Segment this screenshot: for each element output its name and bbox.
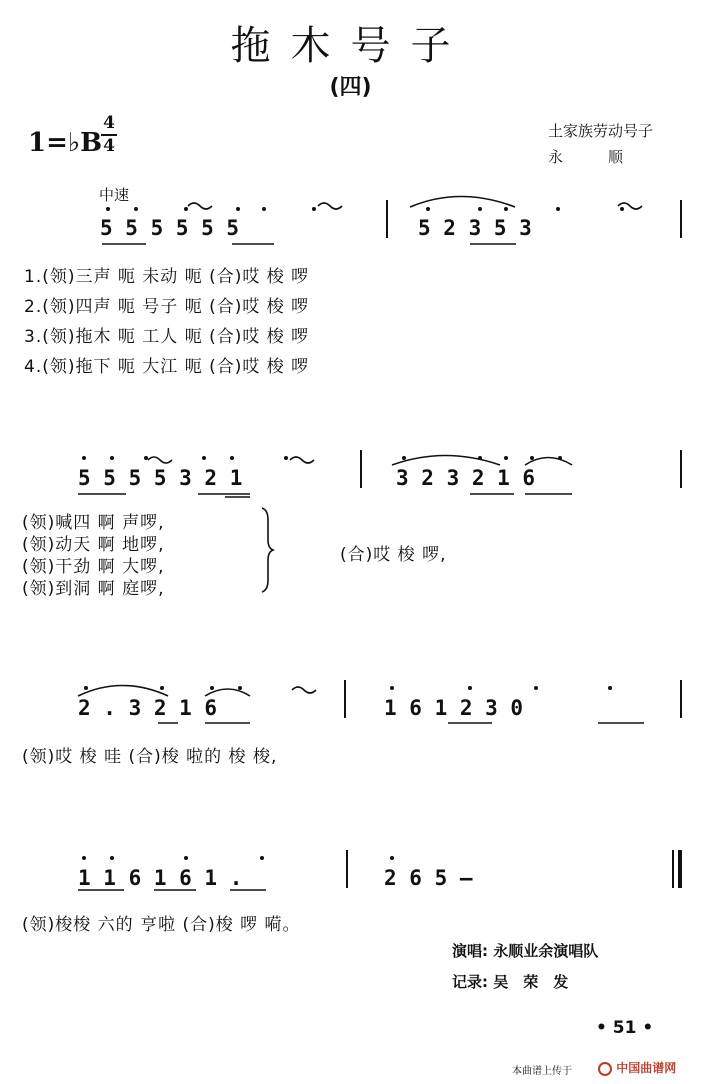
system1-measure2-notes: 5 2 3 5 3 — [418, 216, 532, 240]
region-label: 永 顺 — [548, 148, 624, 166]
lyric-verse-4: 4.(领)拖下 呃 大江 呃 (合)哎 梭 啰 — [24, 357, 310, 377]
lyric-lead-3: (领)干劲 啊 大啰, — [22, 557, 165, 577]
system2-measure2-notes: 3 2 3 2 1 6 — [396, 466, 536, 490]
site-name: 中国曲谱网 — [616, 1061, 677, 1075]
barline — [344, 680, 346, 718]
system3-measure2-notes: 1 6 1 2 3 0 — [384, 696, 524, 720]
system4-measure1-notes: 1 1 6 1 6 1 . — [78, 866, 243, 890]
credits — [452, 936, 598, 998]
lyric-lead-2: (领)动天 啊 地啰, — [22, 535, 165, 555]
system2-measure1-notes: 5 5 5 5 3 2 1 — [78, 466, 243, 490]
lyric-verse-2: 2.(领)四声 呃 号子 呃 (合)哎 梭 啰 — [24, 297, 310, 317]
song-title: 拖木号子 — [230, 23, 471, 69]
recorder-credit: 记录: 吴 荣 发 — [452, 973, 569, 991]
lyric-line-4: (领)梭梭 六的 亨啦 (合)梭 啰 嗬。 — [22, 915, 301, 935]
meter-bottom: 4 — [103, 136, 115, 156]
barline — [680, 680, 682, 718]
key-signature: 1=♭B — [28, 128, 103, 158]
site-logo[interactable] — [598, 1059, 676, 1076]
lyric-lead-1: (领)喊四 啊 声啰, — [22, 513, 165, 533]
genre-label: 土家族劳动号子 — [548, 122, 654, 140]
final-barline-thin — [672, 850, 674, 888]
final-barline-thick — [678, 850, 682, 888]
tempo-marking: 中速 — [99, 186, 130, 204]
system3-measure1-notes: 2 . 3 2 1 6 — [78, 696, 218, 720]
upload-note: 本曲谱上传于 — [512, 1066, 572, 1077]
system1-measure1-notes: 5 5 5 5 5 5 — [100, 216, 240, 240]
lyric-verse-1: 1.(领)三声 呃 未动 呃 (合)哎 梭 啰 — [24, 267, 310, 287]
song-subtitle: (四) — [329, 75, 372, 100]
singer-credit: 演唱: 永顺业余演唱队 — [452, 942, 599, 960]
lyric-chorus: (合)哎 梭 啰, — [340, 545, 447, 565]
lyric-verse-3: 3.(领)拖木 呃 工人 呃 (合)哎 梭 啰 — [24, 327, 310, 347]
lyric-line-3: (领)哎 梭 哇 (合)梭 啦的 梭 梭, — [22, 747, 278, 767]
barline — [346, 850, 348, 888]
lyric-lead-4: (领)到洞 啊 庭啰, — [22, 579, 165, 599]
logo-icon — [598, 1062, 612, 1076]
page-number: • 51 • — [596, 1018, 654, 1038]
meter-top: 4 — [103, 113, 115, 133]
system4-measure2-notes: 2 6 5 – — [384, 866, 473, 890]
